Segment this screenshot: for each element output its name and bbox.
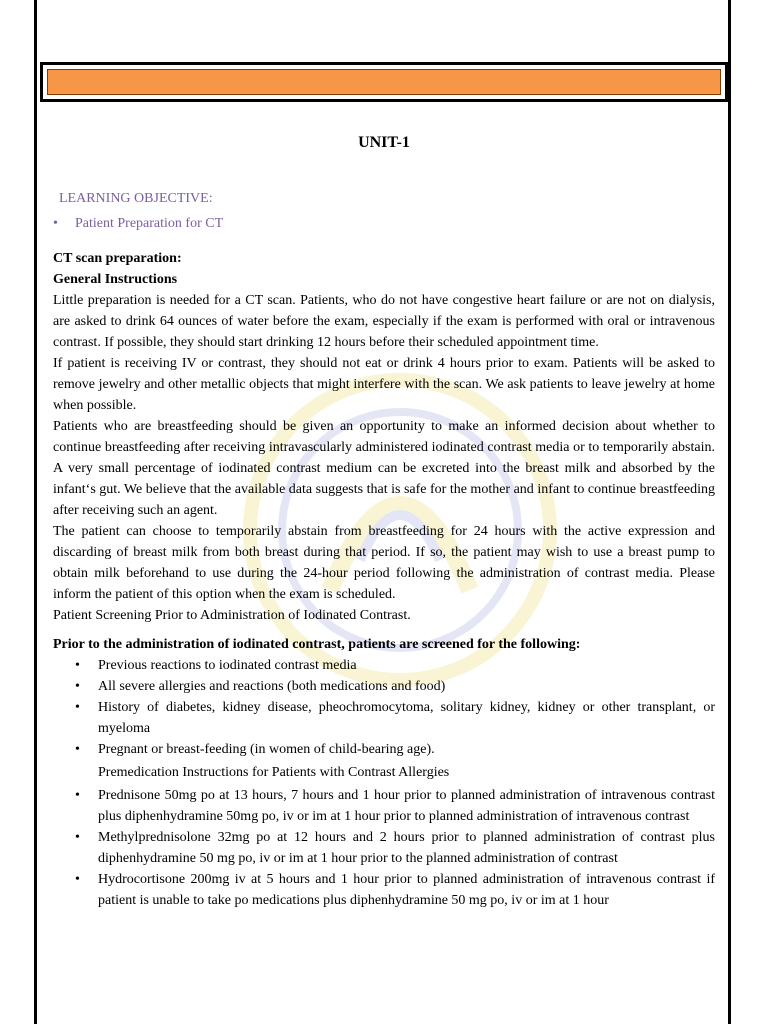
premedication-note: Premedication Instructions for Patients with Contrast Allergies: [98, 765, 450, 780]
list-item: • Hydrocortisone 200mg iv at 5 hours and 1 hour prior to planned administration of intravenous contrast if patient is unable to take po medications plus diphenhydramine 50 mg po, iv or im at 1 hour: [53, 869, 715, 911]
paragraph-preparation: Little preparation is needed for a CT scan. Patients, who do not have congestive heart failure or are not on dialysis, are asked to drink 64 ounces of water before the exam, especially if the exam is performed with oral or intravenous contrast. If possible, they should start drinking 12 hours before their scheduled appointment time.: [53, 293, 715, 350]
paragraph-breastfeeding: Patients who are breastfeeding should be given an opportunity to make an informed decision about whether to continue breastfeeding after receiving intravascularly administered iodinated contrast media or to temporarily abstain. A very small percentage of iodinated contrast medium can be excreted into the breast milk and absorbed by the infant‘s gut. We believe that the available data suggests that is safe for the mother and infant to continue breastfeeding after receiving such an agent.: [53, 419, 715, 518]
learning-objective-list: [53, 213, 715, 234]
list-item: • All severe allergies and reactions (both medications and food): [53, 676, 715, 697]
learning-objective-heading: LEARNING OBJECTIVE:: [59, 191, 213, 206]
header-banner-fill: [47, 69, 721, 95]
paragraph-iv-contrast: If patient is receiving IV or contrast, they should not eat or drink 4 hours prior to exam. Patients will be asked to remove jewelry and other metallic objects that might interfere with the scan. We ask patients to leave jewelry at home when possible.: [53, 356, 715, 413]
paragraph-abstain: The patient can choose to temporarily abstain from breastfeeding for 24 hours with the active expression and discarding of breast milk from both breast during that period. If so, the patient may wish to use a breast pump to obtain milk beforehand to use during the 24-hour period following the administration of contrast media. Please inform the patient of this option when the exam is scheduled.: [53, 524, 715, 602]
screening-list: [53, 655, 715, 760]
document-body: [53, 130, 715, 911]
list-item: • Pregnant or breast-feeding (in women of child-bearing age).: [53, 739, 715, 760]
list-item: • Previous reactions to iodinated contrast media: [53, 655, 715, 676]
premedication-list: [53, 785, 715, 911]
list-item: • Methylprednisolone 32mg po at 12 hours and 2 hours prior to planned administration of contrast plus diphenhydramine 50 mg po, iv or im at 1 hour prior to the planned administration of contrast: [53, 827, 715, 869]
learning-objective-item: • Patient Preparation for CT: [53, 213, 715, 234]
section-subtitle: General Instructions: [53, 272, 178, 287]
list-item: • Prednisone 50mg po at 13 hours, 7 hours and 1 hour prior to planned administration of intravenous contrast plus diphenhydramine 50mg po, iv or im at 1 hour prior to planned administration of intravenous contrast: [53, 785, 715, 827]
screening-heading: Prior to the administration of iodinated contrast, patients are screened for the following:: [53, 637, 581, 652]
section-title: CT scan preparation:: [53, 251, 182, 266]
unit-title: UNIT-1: [358, 134, 410, 151]
header-banner: [40, 62, 728, 102]
list-item: • History of diabetes, kidney disease, pheochromocytoma, solitary kidney, kidney or other transplant, or myeloma: [53, 697, 715, 739]
paragraph-screening-intro: Patient Screening Prior to Administration of Iodinated Contrast.: [53, 608, 411, 623]
